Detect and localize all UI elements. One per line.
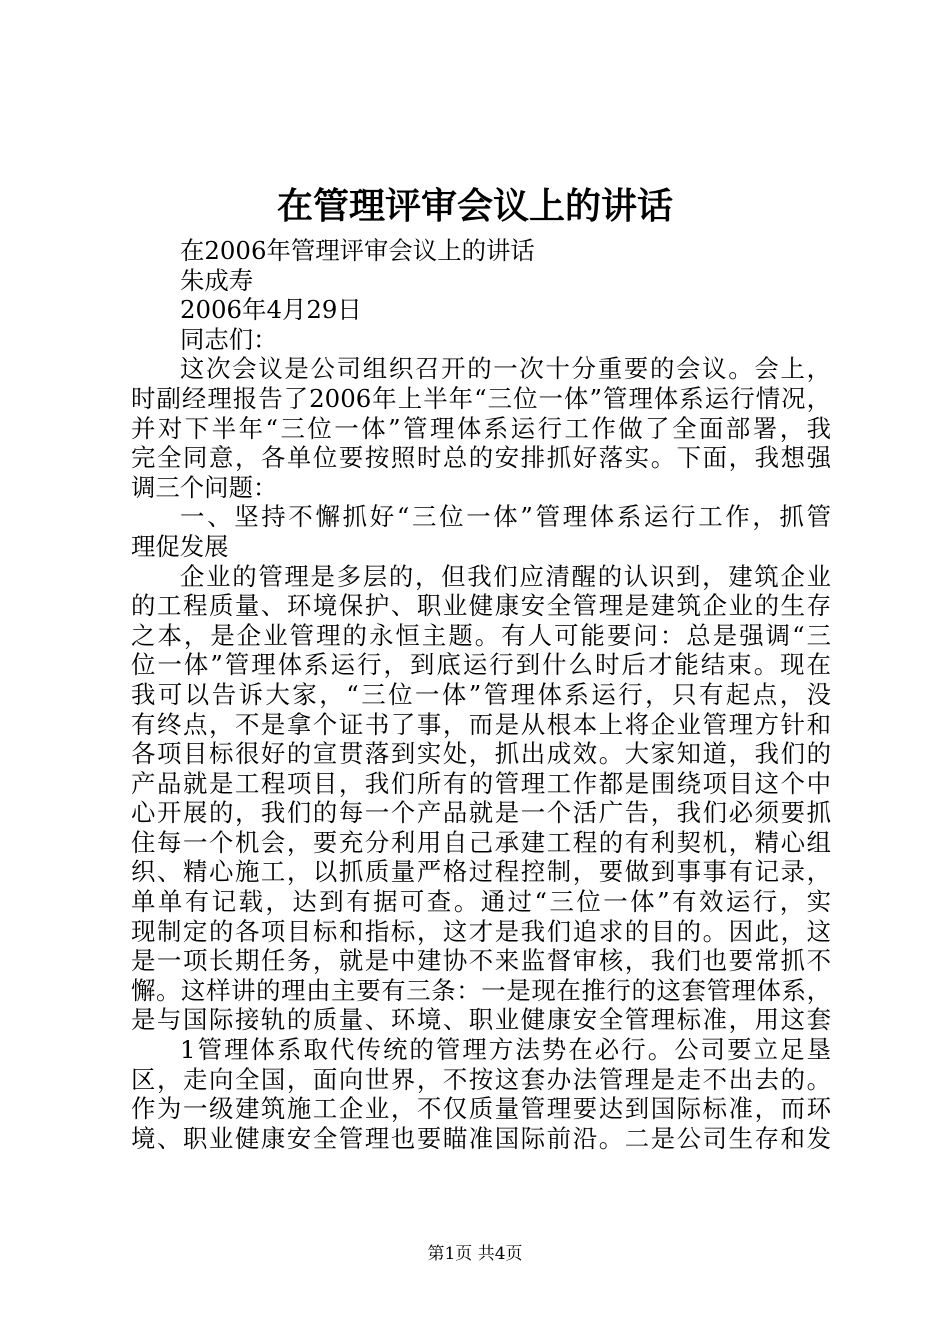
text-line: 区，走向全国，面向世界，不按这套办法管理是走不出去的。 — [131, 1064, 831, 1094]
document-title: 在管理评审会议上的讲话 — [276, 186, 673, 227]
text-line: 一、坚持不懈抓好“三位一体”管理体系运行工作，抓管 — [180, 502, 831, 532]
text-line: 理促发展 — [131, 531, 229, 561]
text-line: 是与国际接轨的质量、环境、职业健康安全管理标准，用这套 — [131, 1005, 831, 1035]
text-line: 2006年4月29日 — [180, 295, 362, 325]
page-footer: 第1页 共4页 — [427, 1244, 523, 1264]
text-line: 心开展的，我们的每一个产品就是一个活广告，我们必须要抓 — [131, 798, 831, 828]
text-line: 住每一个机会，要充分利用自己承建工程的有利契机，精心组 — [131, 827, 831, 857]
text-line: 的工程质量、环境保护、职业健康安全管理是建筑企业的生存 — [131, 591, 831, 621]
text-line: 我可以告诉大家，“三位一体”管理体系运行，只有起点，没 — [131, 679, 831, 709]
text-line: 织、精心施工，以抓质量严格过程控制，要做到事事有记录， — [131, 857, 831, 887]
text-line: 企业的管理是多层的，但我们应清醒的认识到，建筑企业 — [180, 561, 831, 591]
text-line: 是一项长期任务，就是中建协不来监督审核，我们也要常抓不 — [131, 946, 831, 976]
text-line: 在2006年管理评审会议上的讲话 — [180, 236, 535, 265]
text-line: 有终点，不是拿个证书了事，而是从根本上将企业管理方针和 — [131, 709, 831, 739]
text-line: 完全同意，各单位要按照时总的安排抓好落实。下面，我想强 — [131, 443, 831, 473]
text-line: 懈。这样讲的理由主要有三条：一是现在推行的这套管理体系， — [131, 975, 831, 1005]
text-line: 作为一级建筑施工企业，不仅质量管理要达到国际标准，而环 — [131, 1094, 831, 1124]
text-line: 位一体”管理体系运行，到底运行到什么时后才能结束。现在 — [131, 650, 831, 680]
text-line: 同志们： — [180, 324, 278, 354]
text-line: 之本，是企业管理的永恒主题。有人可能要问：总是强调“三 — [131, 620, 831, 650]
text-line: 这次会议是公司组织召开的一次十分重要的会议。会上， — [180, 354, 831, 384]
text-line: 产品就是工程项目，我们所有的管理工作都是围绕项目这个中 — [131, 768, 831, 798]
text-line: 单单有记载，达到有据可查。通过“三位一体”有效运行，实 — [131, 887, 831, 917]
document-body — [131, 236, 831, 1153]
text-line: 并对下半年“三位一体”管理体系运行工作做了全面部署，我 — [131, 413, 831, 443]
text-line: 调三个问题： — [131, 472, 278, 502]
text-line: 各项目标很好的宣贯落到实处，抓出成效。大家知道，我们的 — [131, 739, 831, 769]
text-line: 朱成寿 — [180, 265, 254, 295]
text-line: 1管理体系取代传统的管理方法势在必行。公司要立足垦 — [180, 1035, 831, 1065]
text-line: 境、职业健康安全管理也要瞄准国际前沿。二是公司生存和发 — [131, 1123, 831, 1153]
text-line: 时副经理报告了2006年上半年“三位一体”管理体系运行情况， — [131, 383, 831, 413]
text-line: 现制定的各项目标和指标，这才是我们追求的目的。因此，这 — [131, 916, 831, 946]
